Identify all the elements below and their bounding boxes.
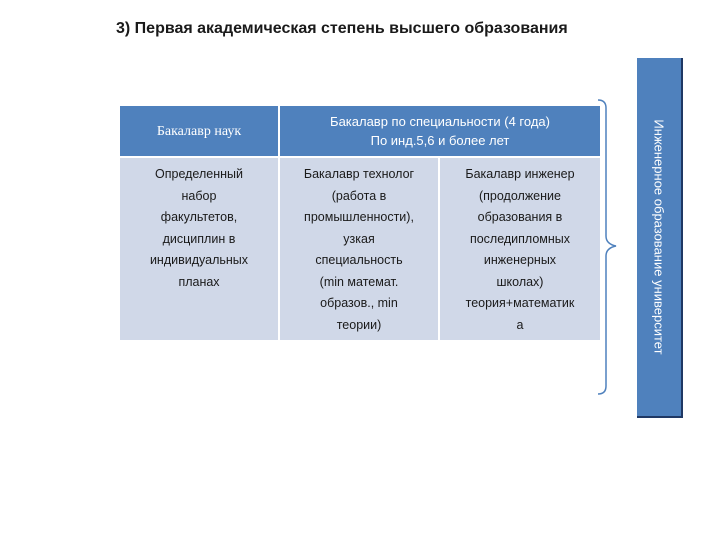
university-engineering-panel <box>637 58 683 418</box>
table-cell-technologist <box>280 158 438 340</box>
side-panel-label: Инженерное образование университет <box>651 119 667 355</box>
comparison-table <box>120 106 600 340</box>
table-cell-faculties <box>120 158 278 340</box>
body-cell-text: Бакалавр технолог (работа в промышленности), узкая специальность (min математ. образов., min теории) <box>303 167 415 332</box>
table-cell-engineer <box>440 158 600 340</box>
header-cell-text: Бакалавр наук <box>156 123 242 139</box>
body-cell-text: Определенный набор факультетов, дисциплин в индивидуальных планах <box>149 167 249 289</box>
slide-title: 3) Первая академическая степень высшего образования <box>116 20 568 37</box>
body-cell-text: Бакалавр инженер (продолжение образования в последипломных инженерных школах) теория+математик а <box>465 167 575 332</box>
header-cell-text: Бакалавр по специальности (4 года) По инд.5,6 и более лет <box>330 114 550 148</box>
table-header-bachelor-of-science <box>120 106 278 156</box>
right-brace <box>596 98 620 398</box>
table-header-specialty-bachelor <box>280 106 600 156</box>
